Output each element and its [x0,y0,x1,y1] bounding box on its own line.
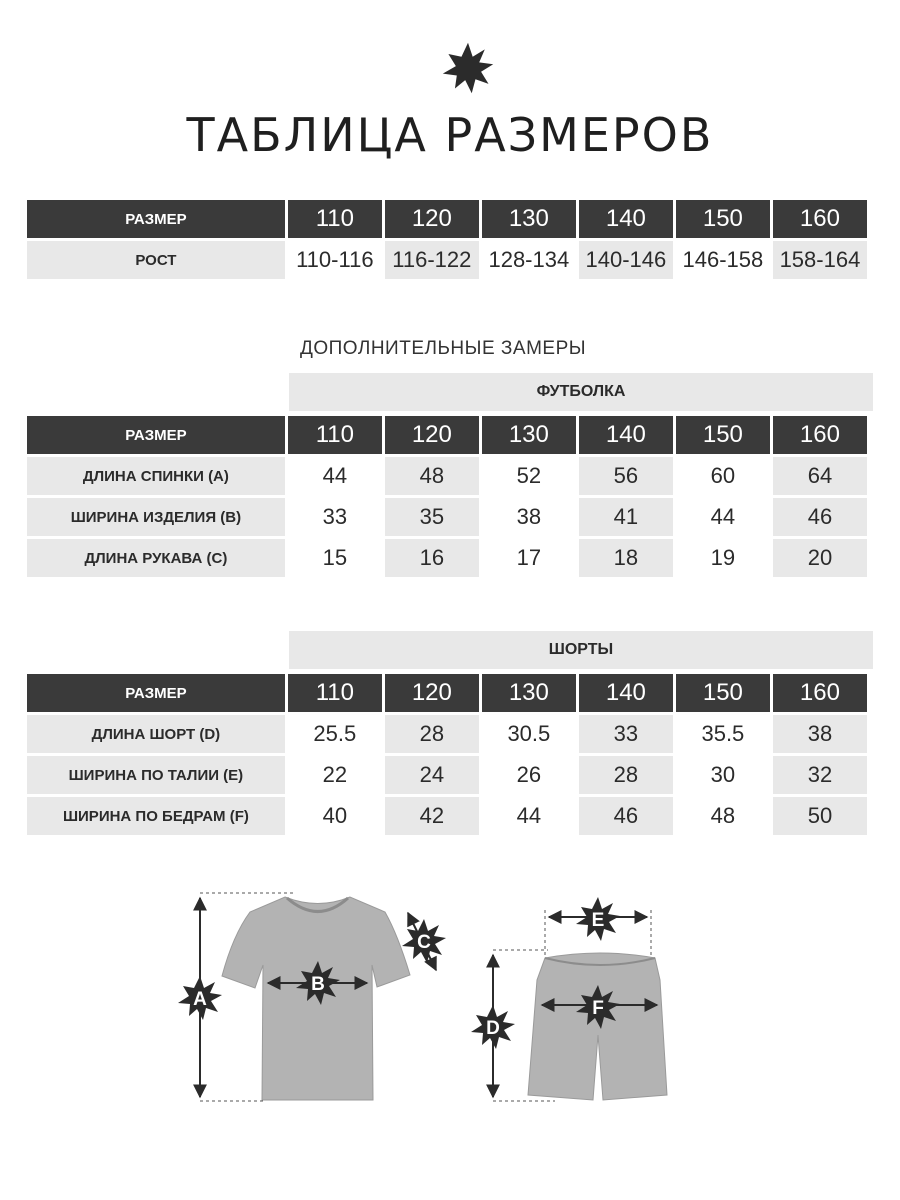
marker-a-icon [178,976,222,1020]
value-cell: 38 [482,498,576,536]
value-cell: 32 [773,756,867,794]
star-logo-icon [440,40,496,96]
measurement-row [27,715,867,753]
page-title: ТАБЛИЦА РАЗМЕРОВ [186,108,714,162]
value-cell: 30 [676,756,770,794]
value-cell: 40 [288,797,382,835]
value-cell: 38 [773,715,867,753]
value-cell: 30.5 [482,715,576,753]
size-cell: 120 [385,416,479,454]
extra-measurements-title: ДОПОЛНИТЕЛЬНЫЕ ЗАМЕРЫ [300,338,587,359]
size-cell: 160 [773,416,867,454]
value-cell: 20 [773,539,867,577]
measurement-row [27,498,867,536]
value-cell: 33 [579,715,673,753]
measurement-row [27,539,867,577]
size-cell: 140 [579,416,673,454]
marker-f-label: F [592,998,604,1019]
size-cell: 160 [773,200,867,238]
size-cell: 130 [482,200,576,238]
row-label: ДЛИНА СПИНКИ (А) [27,457,285,495]
measurement-diagram [0,870,900,1120]
value-cell: 19 [676,539,770,577]
tshirt-table [24,413,870,580]
value-cell: 48 [385,457,479,495]
size-cell: 110 [288,200,382,238]
size-cell: 140 [579,200,673,238]
measurement-row [27,756,867,794]
height-cell: 146-158 [676,241,770,279]
value-cell: 18 [579,539,673,577]
value-cell: 44 [482,797,576,835]
height-cell: 140-146 [579,241,673,279]
value-cell: 50 [773,797,867,835]
shorts-table [24,671,870,838]
size-cell: 120 [385,674,479,712]
value-cell: 42 [385,797,479,835]
measurement-row [27,457,867,495]
value-cell: 15 [288,539,382,577]
size-cell: 120 [385,200,479,238]
size-cell: 140 [579,674,673,712]
size-cell: 110 [288,416,382,454]
tshirt-shape [222,897,410,1100]
value-cell: 48 [676,797,770,835]
size-cell: 150 [676,674,770,712]
size-label: РАЗМЕР [27,200,285,238]
height-cell: 110-116 [288,241,382,279]
value-cell: 24 [385,756,479,794]
value-cell: 35.5 [676,715,770,753]
size-header-row [27,200,867,238]
value-cell: 25.5 [288,715,382,753]
size-label: РАЗМЕР [27,416,285,454]
value-cell: 33 [288,498,382,536]
value-cell: 46 [579,797,673,835]
marker-d-icon [471,1005,515,1049]
row-label: ДЛИНА РУКАВА (С) [27,539,285,577]
marker-e-label: E [591,910,605,931]
marker-e-icon [576,897,620,941]
value-cell: 46 [773,498,867,536]
marker-b-label: B [311,974,325,995]
shorts-shape [528,953,667,1100]
tshirt-header: ФУТБОЛКА [289,373,873,411]
value-cell: 44 [288,457,382,495]
size-cell: 150 [676,200,770,238]
value-cell: 26 [482,756,576,794]
main-size-table [24,197,870,282]
marker-a-label: A [193,989,207,1010]
value-cell: 22 [288,756,382,794]
size-cell: 130 [482,674,576,712]
height-cell: 128-134 [482,241,576,279]
row-label: ШИРИНА ПО БЕДРАМ (F) [27,797,285,835]
height-cell: 116-122 [385,241,479,279]
value-cell: 16 [385,539,479,577]
marker-d-label: D [486,1018,500,1039]
value-cell: 17 [482,539,576,577]
size-cell: 130 [482,416,576,454]
height-row [27,241,867,279]
value-cell: 56 [579,457,673,495]
size-cell: 110 [288,674,382,712]
height-cell: 158-164 [773,241,867,279]
marker-c-icon [402,919,446,963]
size-cell: 150 [676,416,770,454]
value-cell: 64 [773,457,867,495]
row-label: ШИРИНА ПО ТАЛИИ (E) [27,756,285,794]
value-cell: 35 [385,498,479,536]
value-cell: 28 [385,715,479,753]
shorts-header: ШОРТЫ [289,631,873,669]
height-label: РОСТ [27,241,285,279]
size-label: РАЗМЕР [27,674,285,712]
value-cell: 60 [676,457,770,495]
size-header-row [27,416,867,454]
value-cell: 44 [676,498,770,536]
size-header-row [27,674,867,712]
marker-c-label: C [417,932,431,953]
row-label: ДЛИНА ШОРТ (D) [27,715,285,753]
value-cell: 52 [482,457,576,495]
value-cell: 41 [579,498,673,536]
row-label: ШИРИНА ИЗДЕЛИЯ (B) [27,498,285,536]
size-cell: 160 [773,674,867,712]
measurement-row [27,797,867,835]
value-cell: 28 [579,756,673,794]
